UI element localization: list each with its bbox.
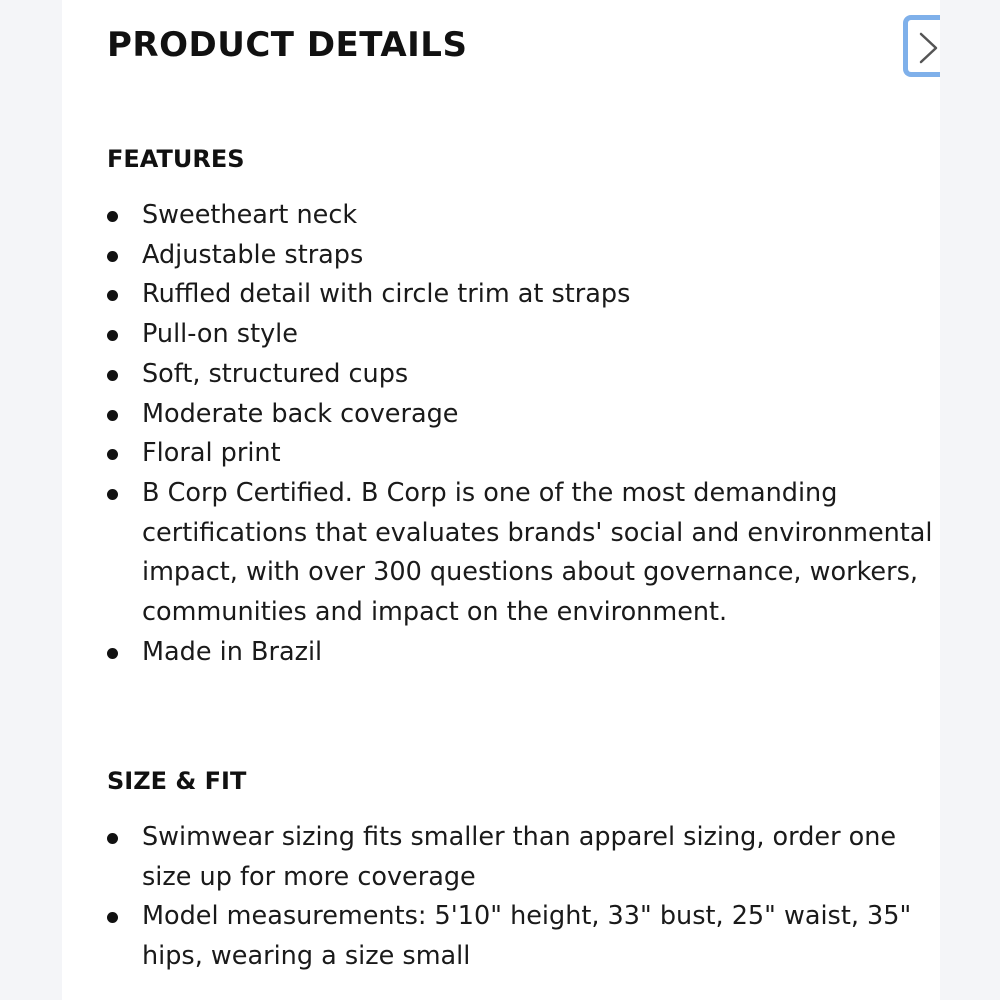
page-title: PRODUCT DETAILS: [107, 25, 468, 65]
list-item: Moderate back coverage: [107, 395, 937, 435]
list-item: Ruffled detail with circle trim at straps: [107, 275, 937, 315]
features-list: [107, 196, 937, 672]
list-item: Model measurements: 5'10" height, 33" bust, 25" waist, 35" hips, wearing a size small: [107, 897, 937, 976]
size-fit-list: [107, 818, 937, 977]
list-item: Sweetheart neck: [107, 196, 937, 236]
list-item: Soft, structured cups: [107, 355, 937, 395]
list-item: Swimwear sizing fits smaller than apparel sizing, order one size up for more coverage: [107, 818, 937, 897]
size-fit-heading: SIZE & FIT: [107, 767, 247, 795]
features-heading: FEATURES: [107, 145, 245, 173]
list-item: Made in Brazil: [107, 633, 937, 673]
product-details-panel: [62, 0, 940, 1000]
chevron-right-icon: [918, 32, 940, 64]
close-panel-button[interactable]: [903, 15, 940, 77]
list-item: Pull-on style: [107, 315, 937, 355]
list-item: B Corp Certified. B Corp is one of the most demanding certifications that evaluates brands' social and environmental impact, with over 300 questions about governance, workers, communities and impact on the environment.: [107, 474, 937, 633]
list-item: Adjustable straps: [107, 236, 937, 276]
list-item: Floral print: [107, 434, 937, 474]
